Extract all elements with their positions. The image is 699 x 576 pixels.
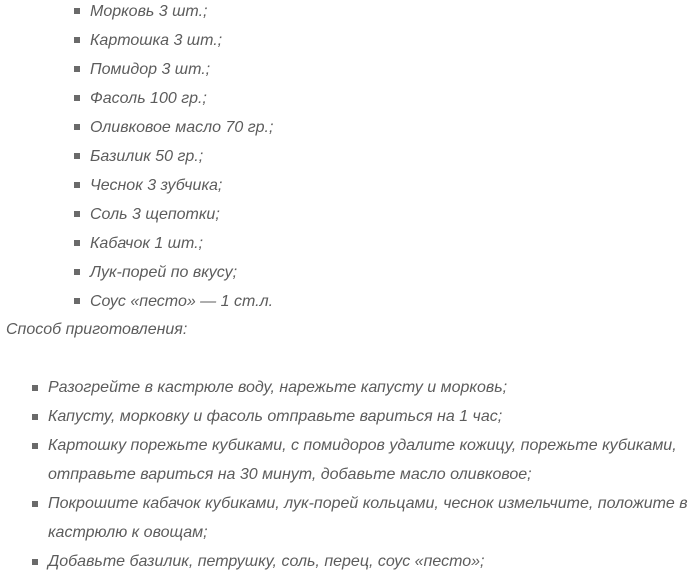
ingredient-list [72,0,692,316]
ingredient-item: Картошка 3 шт.; [72,26,692,55]
ingredient-item: Оливковое масло 70 гр.; [72,113,692,142]
ingredient-item: Базилик 50 гр.; [72,142,692,171]
ingredient-item: Кабачок 1 шт.; [72,229,692,258]
method-step: Разогрейте в кастрюле воду, нарежьте капусту и морковь; [31,373,695,402]
method-heading: Способ приготовления: [6,321,188,338]
ingredient-item: Соус «песто» — 1 ст.л. [72,287,692,316]
method-step: Покрошите кабачок кубиками, лук-порей кольцами, чеснок измельчите, положите в кастрюлю к овощам; [31,489,695,547]
method-step: Добавьте базилик, петрушку, соль, перец, соус «песто»; [31,547,695,576]
ingredient-item: Помидор 3 шт.; [72,55,692,84]
method-steps-list [31,373,695,576]
ingredient-item: Морковь 3 шт.; [72,0,692,26]
method-step: Картошку порежьте кубиками, с помидоров удалите кожицу, порежьте кубиками, отправьте вариться на 30 минут, добавьте масло оливковое; [31,431,695,489]
ingredient-item: Соль 3 щепотки; [72,200,692,229]
method-step: Капусту, морковку и фасоль отправьте вариться на 1 час; [31,402,695,431]
ingredient-item: Фасоль 100 гр.; [72,84,692,113]
ingredient-item: Чеснок 3 зубчика; [72,171,692,200]
ingredient-item: Лук-порей по вкусу; [72,258,692,287]
